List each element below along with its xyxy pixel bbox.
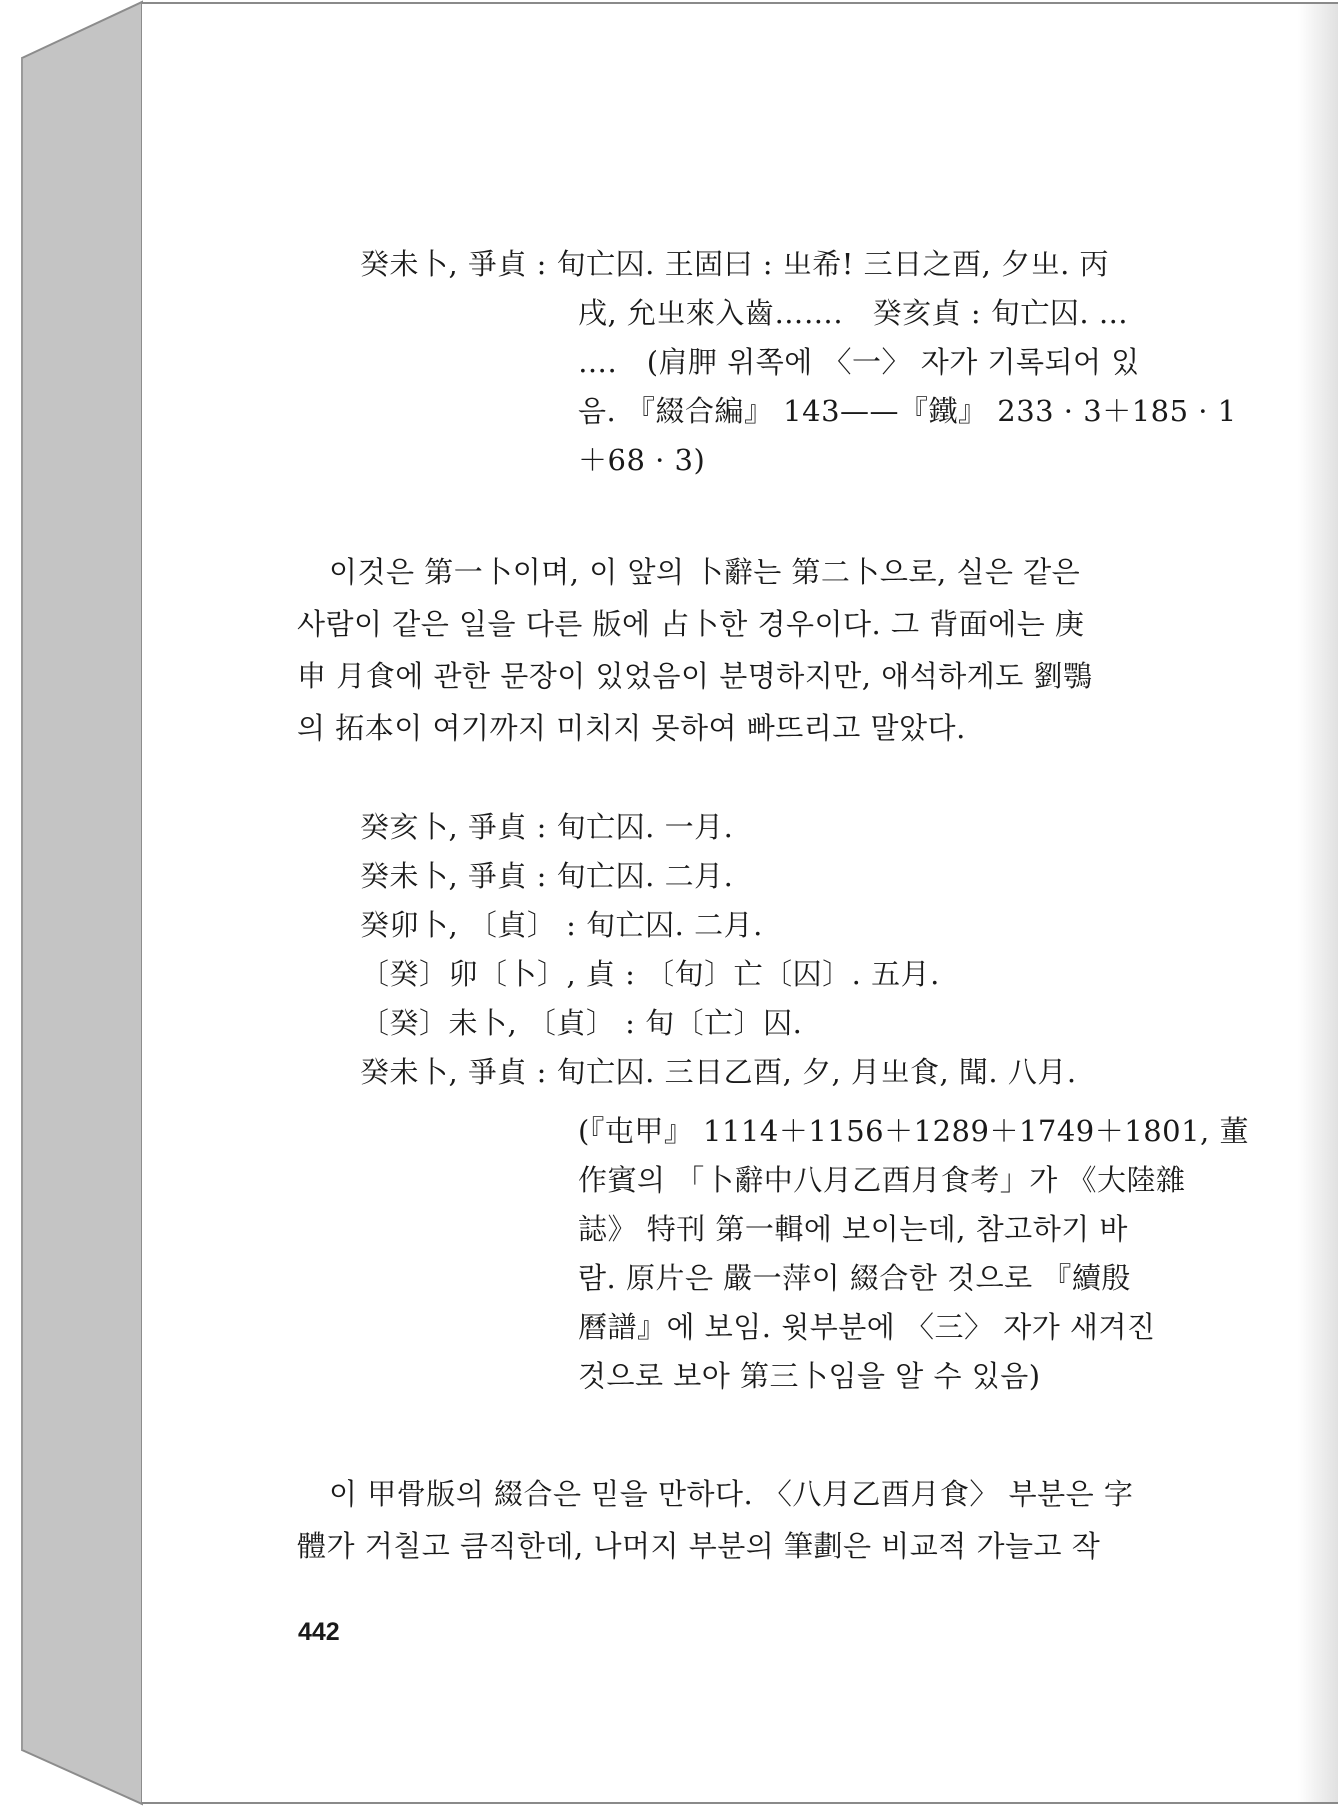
inscription-line: 戌, 允㞢來入齒……. 癸亥貞 : 旬亡囚. … [578, 296, 1129, 330]
paragraph-line: 사람이 같은 일을 다른 版에 占卜한 경우이다. 그 背面에는 庚 [297, 607, 1085, 641]
note-line: 曆譜』에 보임. 윗부분에 〈三〉 자가 새겨진 [578, 1310, 1156, 1344]
book-spine [0, 0, 145, 1806]
body-paragraph-2 [297, 1468, 1209, 1572]
paragraph-line: 이것은 第一卜이며, 이 앞의 卜辭는 第二卜으로, 실은 같은 [329, 555, 1081, 589]
note-line: 誌》 特刊 第一輯에 보이는데, 참고하기 바 [578, 1212, 1128, 1246]
inscription-line: 〔癸〕未卜, 〔貞〕 : 旬〔亡〕囚. [360, 1006, 803, 1040]
note-line: 람. 原片은 嚴一萍이 綴合한 것으로 『續殷 [578, 1261, 1131, 1295]
paragraph-line: 의 拓本이 여기까지 미치지 못하여 빠뜨리고 말았다. [297, 711, 966, 745]
inscription-line: 음. 『綴合編』 143——『鐵』 233 · 3＋185 · 1 [578, 394, 1237, 428]
inscription-line: ＋68 · 3) [578, 443, 706, 477]
note-line: 作賓의 「卜辭中八月乙酉月食考」가 《大陸雜 [578, 1163, 1186, 1197]
inscription-line: …. (肩胛 위쪽에 〈一〉 자가 기록되어 있 [578, 345, 1140, 379]
inscription-line: 癸未卜, 爭貞 : 旬亡囚. 二月. [360, 859, 734, 893]
paragraph-line: 體가 거칠고 큼직한데, 나머지 부분의 筆劃은 비교적 가늘고 작 [297, 1529, 1101, 1563]
paragraph-line: 申 月食에 관한 문장이 있었음이 분명하지만, 애석하게도 劉鶚 [297, 659, 1093, 693]
inscription-line: 癸亥卜, 爭貞 : 旬亡囚. 一月. [360, 810, 734, 844]
paragraph-line: 이 甲骨版의 綴合은 믿을 만하다. 〈八月乙酉月食〉 부분은 字 [329, 1477, 1134, 1511]
inscription-line: 〔癸〕卯〔卜〕, 貞 : 〔旬〕亡〔囚〕. 五月. [360, 957, 940, 991]
note-line: (『屯甲』 1114＋1156＋1289＋1749＋1801, 董 [578, 1114, 1249, 1148]
inscription-block-1-continuation [578, 289, 1237, 485]
inscription-note [578, 1107, 1249, 1401]
inscription-line: 癸未卜, 爭貞 : 旬亡囚. 三日乙酉, 夕, 月㞢食, 聞. 八月. [360, 1055, 1077, 1089]
note-line: 것으로 보아 第三卜임을 알 수 있음) [578, 1359, 1041, 1393]
inscription-list [360, 803, 1077, 1097]
body-paragraph-1 [297, 546, 1209, 754]
page-edge-shadow [1298, 4, 1338, 1802]
page-number: 442 [298, 1618, 340, 1646]
inscription-block-1 [360, 240, 1109, 289]
inscription-line: 癸未卜, 爭貞 : 旬亡囚. 王固曰 : 㞢希! 三日之酉, 夕㞢. 丙 [360, 247, 1110, 281]
inscription-line: 癸卯卜, 〔貞〕 : 旬亡囚. 二月. [360, 908, 763, 942]
